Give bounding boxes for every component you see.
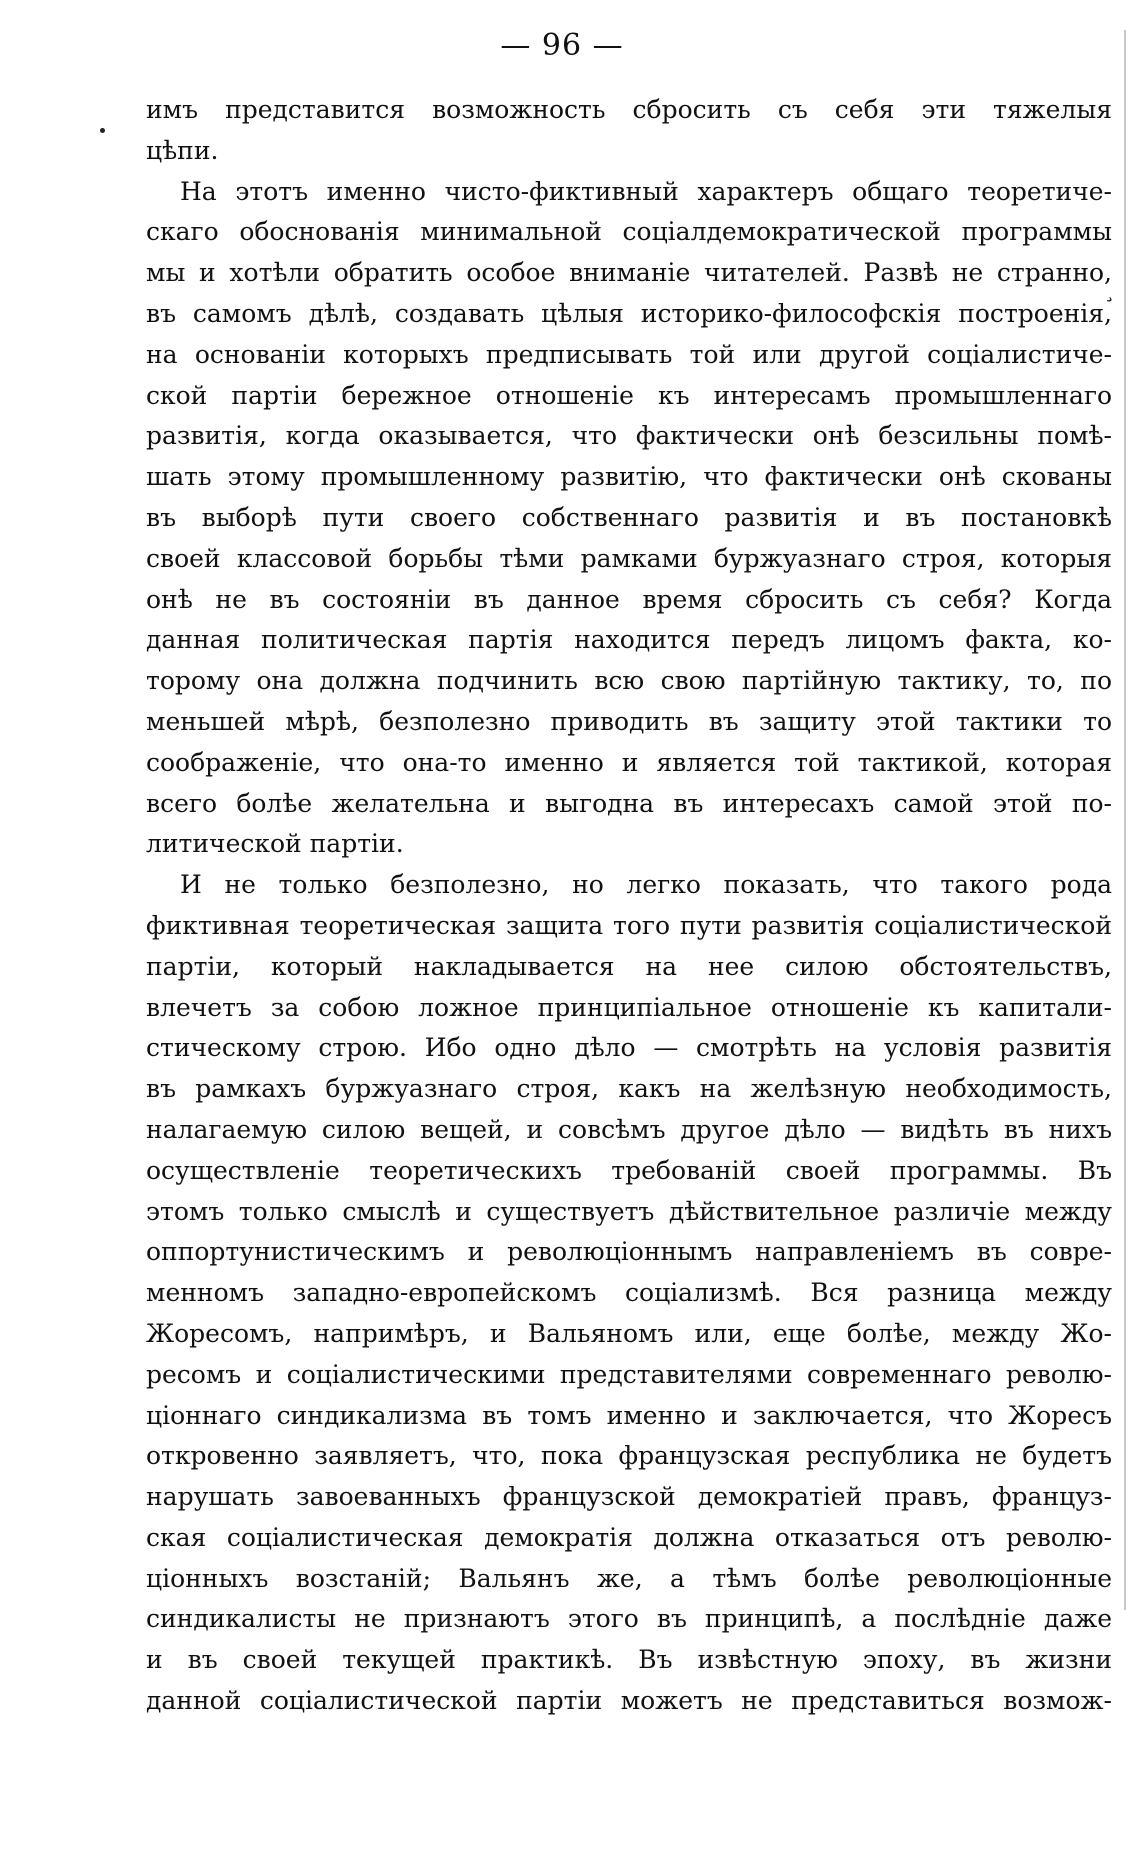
text-line: на основаніи которыхъ предписывать той или другой соціалистиче- xyxy=(146,339,1112,369)
text-line: меньшей мѣрѣ, безполезно приводить въ защиту этой тактики то xyxy=(146,706,1112,736)
text-line: цѣпи. xyxy=(146,135,219,165)
text-line: ціоннаго синдикализма въ томъ именно и заключается, что Жоресъ xyxy=(146,1400,1112,1430)
text-line: своей классовой борьбы тѣми рамками буржуазнаго строя, которыя xyxy=(146,543,1112,573)
text-line: партіи, который накладывается на нее силою обстоятельствъ, xyxy=(146,951,1112,981)
text-line: данной соціалистической партіи можетъ не представиться возмож- xyxy=(146,1686,1112,1716)
text-line: этомъ только смыслѣ и существуетъ дѣйствительное различіе между xyxy=(146,1196,1112,1226)
text-line: Жоресомъ, напримѣръ, и Вальяномъ или, еще болѣе, между Жо- xyxy=(146,1318,1112,1348)
text-line: И не только безполезно, но легко показать, что такого рода xyxy=(180,870,1112,900)
text-line: ціонныхъ возстаній; Вальянъ же, а тѣмъ болѣе революціонные xyxy=(146,1563,1112,1593)
margin-dot xyxy=(100,128,105,133)
text-line: шать этому промышленному развитію, что фактически онѣ скованы xyxy=(146,462,1112,492)
text-line: торому она должна подчинить всю свою партійную тактику, то, по xyxy=(146,666,1112,696)
text-line: развитія, когда оказывается, что фактически онѣ безсильны помѣ- xyxy=(146,421,1112,451)
text-line: откровенно заявляетъ, что, пока французская республика не будетъ xyxy=(146,1441,1112,1471)
text-line: стическому строю. Ибо одно дѣло — смотрѣть на условія развитія xyxy=(146,1033,1112,1063)
text-line: нарушать завоеванныхъ французской демократіей правъ, француз- xyxy=(146,1482,1112,1512)
text-line: скаго обоснованія минимальной соціалдемократической программы xyxy=(146,217,1112,247)
text-line: синдикалисты не признаютъ этого въ принципѣ, а послѣдніе даже xyxy=(146,1604,1112,1634)
text-line: фиктивная теоретическая защита того пути развитія соціалистической xyxy=(146,910,1112,940)
text-line: На этотъ именно чисто-фиктивный характеръ общаго теоретиче- xyxy=(180,176,1112,206)
text-line: въ выборѣ пути своего собственнаго развитія и въ постановкѣ xyxy=(146,502,1112,532)
text-line: имъ представится возможность сбросить съ себя эти тяжелыя xyxy=(146,95,1112,124)
text-line: въ самомъ дѣлѣ, создавать цѣлыя историко-философскія построенія, xyxy=(146,298,1112,328)
text-line: ской партіи бережное отношеніе къ интересамъ промышленнаго xyxy=(146,380,1112,410)
text-line: всего болѣе желательна и выгодна въ интересахъ самой этой по- xyxy=(146,788,1112,818)
body-text xyxy=(146,90,1112,1722)
text-line: литической партіи. xyxy=(146,829,404,859)
text-line: налагаемую силою вещей, и совсѣмъ другое дѣло — видѣть въ нихъ xyxy=(146,1114,1112,1144)
text-line: влечетъ за собою ложное принципіальное отношеніе къ капитали- xyxy=(146,992,1112,1022)
page-edge-line xyxy=(1124,30,1126,1610)
margin-mark: ¸ xyxy=(1104,278,1115,303)
text-line: мы и хотѣли обратить особое вниманіе читателей. Развѣ не странно, xyxy=(146,258,1112,288)
text-line: и въ своей текущей практикѣ. Въ извѣстную эпоху, въ жизни xyxy=(146,1645,1112,1675)
text-line: данная политическая партія находится передъ лицомъ факта, ко- xyxy=(146,625,1112,655)
text-line: соображеніе, что она-то именно и является той тактикой, которая xyxy=(146,747,1112,777)
text-line: ская соціалистическая демократія должна отказаться отъ револю- xyxy=(146,1522,1112,1552)
text-line: осуществленіе теоретическихъ требованій своей программы. Въ xyxy=(146,1155,1112,1185)
text-line: ресомъ и соціалистическими представителями современнаго револю- xyxy=(146,1359,1112,1389)
text-line: въ рамкахъ буржуазнаго строя, какъ на желѣзную необходимость, xyxy=(146,1074,1112,1104)
text-line: оппортунистическимъ и революціоннымъ направленіемъ въ совре- xyxy=(146,1237,1112,1267)
text-line: онѣ не въ состояніи въ данное время сбросить съ себя? Когда xyxy=(146,584,1112,614)
text-line: менномъ западно-европейскомъ соціализмѣ. Вся разница между xyxy=(146,1278,1112,1308)
page-number: — 96 — xyxy=(500,28,624,63)
